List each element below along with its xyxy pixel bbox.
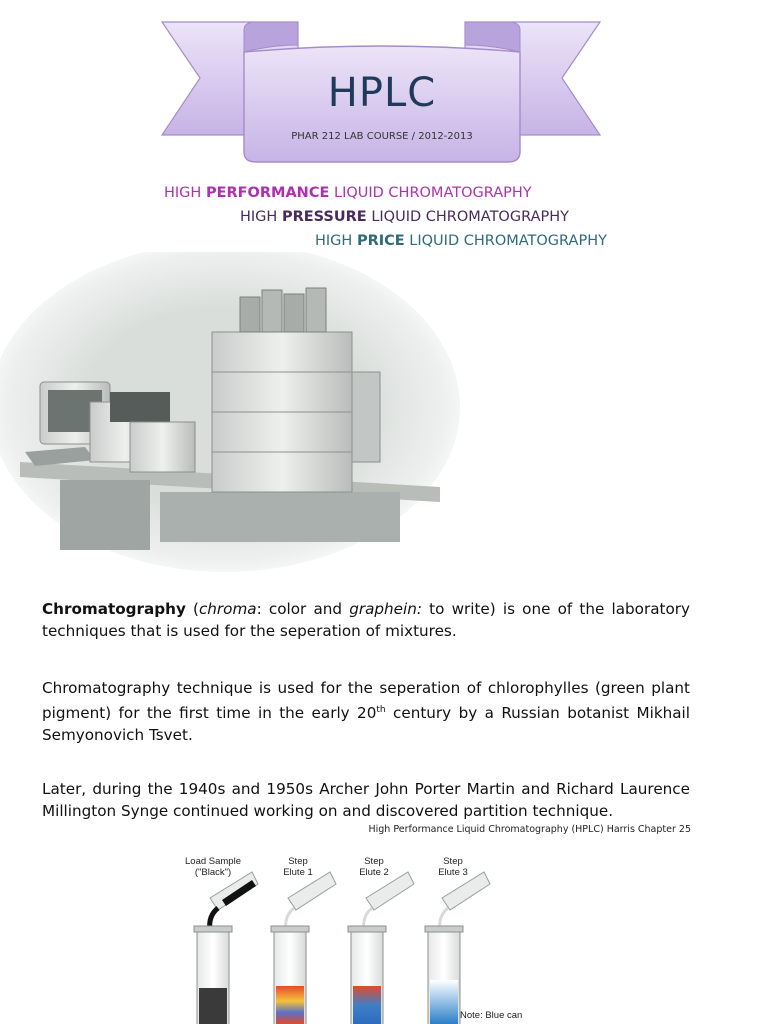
acronym-line-pressure: HIGH PRESSURE LIQUID CHROMATOGRAPHY: [240, 209, 569, 225]
column-tube-1: [194, 926, 232, 1024]
figure-label-elute-1: Step Elute 1: [283, 856, 313, 878]
beaker-load-sample: [210, 872, 258, 930]
hplc-instrument-photo: [0, 252, 470, 572]
column-tube-3: [348, 926, 386, 1024]
page-subtitle: PHAR 212 LAB COURSE / 2012-2013: [291, 131, 473, 142]
page-title: HPLC: [327, 70, 437, 116]
acronym-line-performance: HIGH PERFORMANCE LIQUID CHROMATOGRAPHY: [164, 185, 532, 201]
beaker-elute-3: [440, 872, 490, 930]
figure-note: Note: Blue can: [460, 1010, 523, 1021]
column-tube-4: [425, 926, 463, 1024]
beaker-elute-1: [286, 872, 336, 930]
column-tube-2: [271, 926, 309, 1024]
paragraph-tsvet-history: Chromatography technique is used for the seperation of chlorophylles (green plant pigment) for the first time in the early 20th century by a Russian botanist Mikhail Semyonovich Tsvet.: [42, 679, 690, 745]
acronym-line-price: HIGH PRICE LIQUID CHROMATOGRAPHY: [315, 233, 607, 249]
paragraph-chromatography-definition: Chromatography (chroma: color and graphein: to write) is one of the laboratory techniques that is used for the seperation of mixtures.: [42, 600, 690, 640]
figure-label-load-sample: Load Sample ("Black"): [185, 856, 241, 878]
paragraph-partition-history: Later, during the 1940s and 1950s Archer John Porter Martin and Richard Laurence Millington Synge continued working on and discovered partition technique.: [42, 780, 690, 820]
citation: High Performance Liquid Chromatography (HPLC) Harris Chapter 25: [368, 824, 691, 835]
beaker-elute-2: [364, 872, 414, 930]
figure-label-elute-3: Step Elute 3: [438, 856, 468, 878]
figure-label-elute-2: Step Elute 2: [359, 856, 389, 878]
